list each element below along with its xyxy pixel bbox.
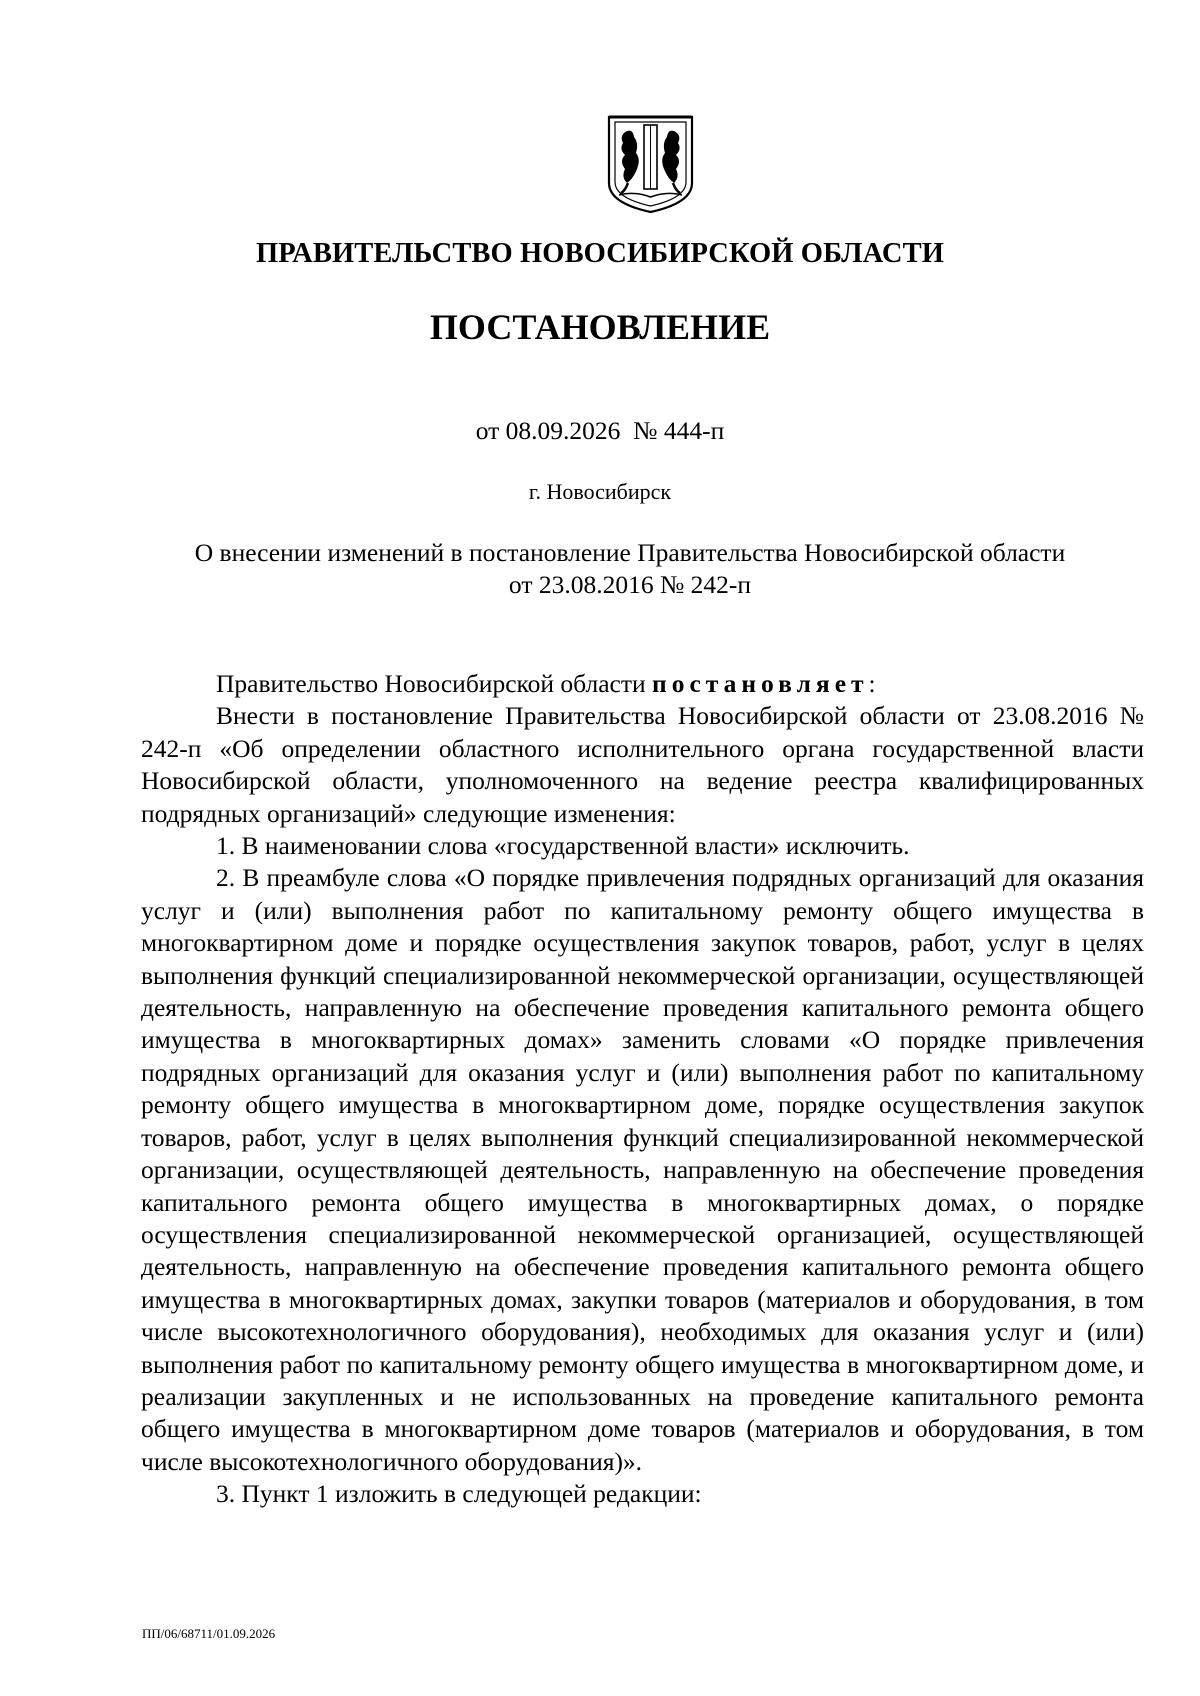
intro-verb: постановляет xyxy=(652,669,869,698)
intro-suffix: : xyxy=(868,669,876,698)
document-subject: О внесении изменений в постановление Правительства Новосибирской области от 23.08.2016 № 242-п xyxy=(194,538,1066,599)
document-type-heading: ПОСТАНОВЛЕНИЕ xyxy=(429,307,771,347)
coat-of-arms-emblem xyxy=(603,113,698,215)
document-body xyxy=(141,668,1144,1511)
intro-prefix: Правительство Новосибирской области xyxy=(216,669,652,698)
paragraph-item-1: 1. В наименовании слова «государственной власти» исключить. xyxy=(216,831,910,861)
document-city: г. Новосибирск xyxy=(528,479,672,504)
paragraph-item-3: 3. Пункт 1 изложить в следующей редакции: xyxy=(216,1479,702,1509)
paragraph-item-2: 2. В преамбуле слова «О порядке привлечения подрядных организаций для оказания услуг и (или) выполнения работ по капитальному ремонту общего имущества в многоквартирном доме и порядке осуществления закупок товаров, работ, услуг в целях выполнения функций специализированной некоммерческой организации, осуществляющей деятельность, направленную на обеспечение проведения капитального ремонта общего имущества в многоквартирных домах» заменить словами «О порядке привлечения подрядных организаций для оказания услуг и (или) выполнения работ по капитальному ремонту общего имущества в многоквартирном доме, порядке осуществления закупок товаров, работ, услуг в целях выполнения функций специализированной некоммерческой организации, осуществляющей деятельность, направленную на обеспечение проведения капитального ремонта общего имущества в многоквартирных домах, о порядке осуществления специализированной некоммерческой организацией, осуществляющей деятельность, направленную на обеспечение проведения капитального ремонта общего имущества в многоквартирных домах, закупки товаров (материалов и оборудования, в том числе высокотехнологичного оборудования), необходимых для оказания услуг и (или) выполнения работ по капитальному ремонту общего имущества в многоквартирном доме, и реализации закупленных и не использованных на проведение капитального ремонта общего имущества в многоквартирном доме товаров (материалов и оборудования, в том числе высокотехнологичного оборудования)». xyxy=(141,863,1144,1476)
government-title: ПРАВИТЕЛЬСТВО НОВОСИБИРСКОЙ ОБЛАСТИ xyxy=(256,238,944,269)
document-date-number: от 08.09.2026 № 444-п xyxy=(475,416,725,445)
paragraph-introduce-changes: Внести в постановление Правительства Новосибирской области от 23.08.2016 № 242-п «Об определении областного исполнительного органа государственной власти Новосибирской области, уполномоченного на ведение реестра квалифицированных подрядных организаций» следующие изменения: xyxy=(141,701,1144,828)
footer-document-code: ПП/06/68711/01.09.2026 xyxy=(142,1626,276,1641)
resolution-intro xyxy=(141,668,1144,700)
